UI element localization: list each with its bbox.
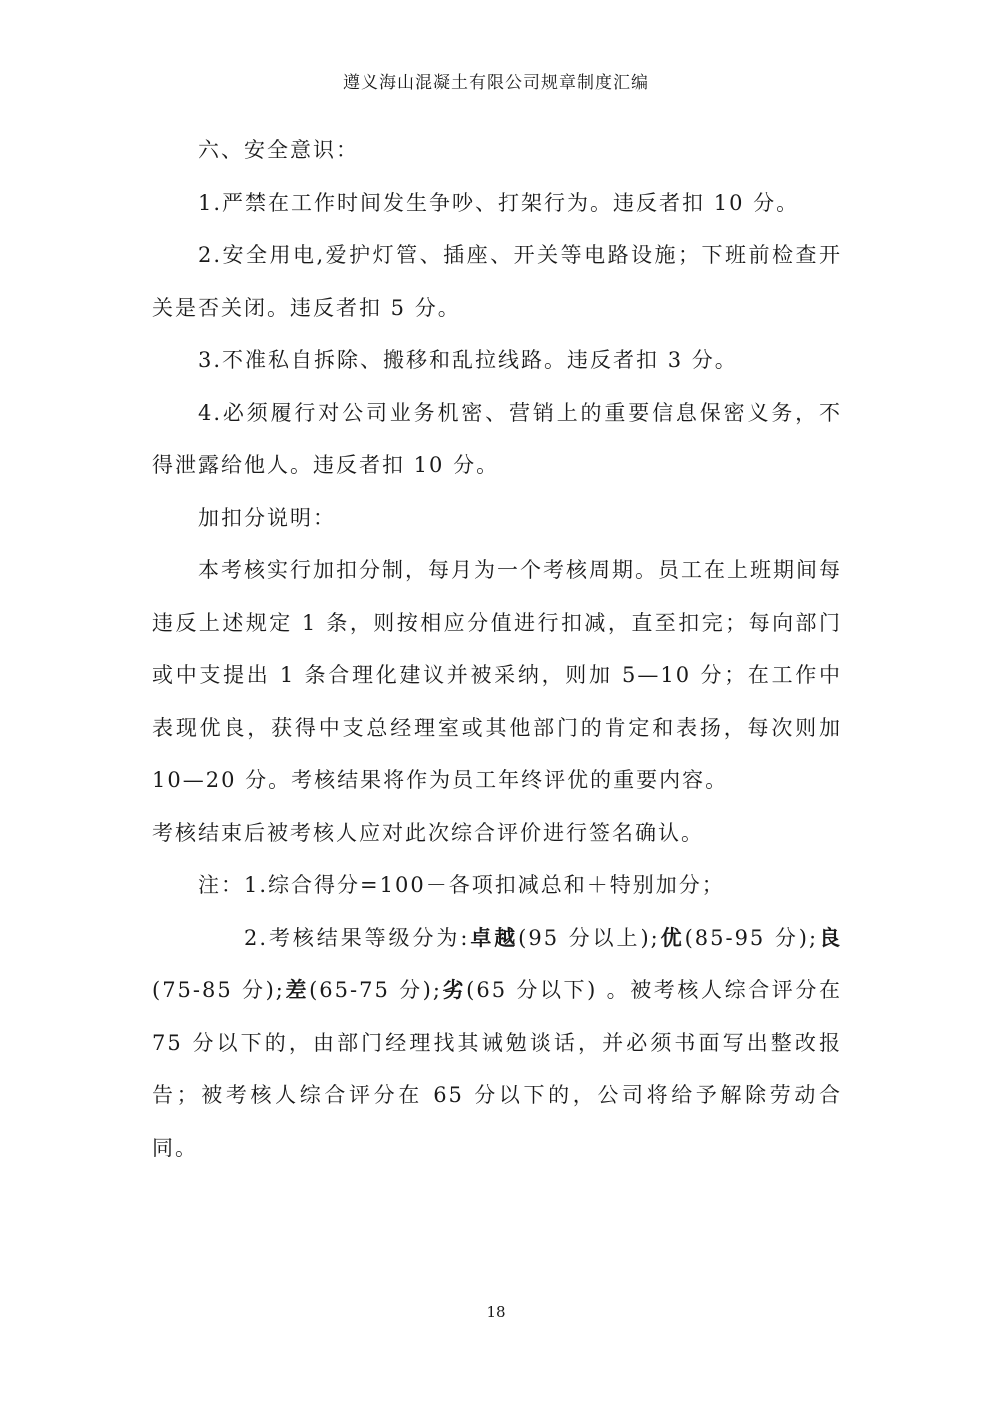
rule-item-1: 1.严禁在工作时间发生争吵、打架行为。违反者扣 10 分。	[198, 190, 800, 215]
scoring-heading: 加扣分说明：	[198, 505, 336, 530]
grade-poor-range: (65-75 分);	[309, 978, 442, 1002]
grade-good-range: (85-95 分);	[684, 925, 819, 950]
grade-excellent: 卓越	[469, 924, 519, 950]
rule-item-3: 3.不准私自拆除、搬移和乱拉线路。违反者扣 3 分。	[198, 348, 738, 372]
section-heading: 六、安全意识：	[198, 138, 359, 162]
grade-fair: 良	[818, 924, 843, 950]
page-number: 18	[486, 1303, 506, 1321]
scoring-description: 本考核实行加扣分制，每月为一个考核周期。员工在上班期间每违反上述规定 1 条，则按相应分值进行扣减，直至扣完；每向部门或中支提出 1 条合理化建议并被采纳，则加 5—10 分；在工作中表现优良，获得中支总经理室或其他部门的肯定和表扬，每次则加 10—20 分。考核结果将作为员工年终评优的重要内容。	[152, 558, 842, 792]
grade-excellent-range: (95 分以上);	[518, 925, 660, 950]
grade-good: 优	[659, 924, 685, 950]
note-1: 注：1.综合得分=100－各项扣减总和＋特别加分；	[198, 873, 725, 897]
note-2	[152, 912, 842, 1175]
document-body	[152, 124, 842, 1174]
grade-bad-range: (65 分以下)	[466, 978, 607, 1002]
note-2-suffix: 。被考核人综合评分在 75 分以下的，由部门经理找其诫勉谈话，并必须书面写出整改报告；被考核人综合评分在 65 分以下的，公司将给予解除劳动合同。	[152, 978, 842, 1160]
rule-item-4: 4.必须履行对公司业务机密、营销上的重要信息保密义务，不得泄露给他人。违反者扣 10 分。	[152, 400, 842, 477]
grade-poor: 差	[284, 977, 310, 1002]
grade-fair-range: (75-85 分);	[152, 978, 285, 1002]
grade-bad: 劣	[441, 977, 467, 1002]
confirmation-note: 考核结束后被考核人应对此次综合评价进行签名确认。	[152, 820, 704, 845]
note-2-prefix: 2.考核结果等级分为:	[244, 925, 470, 950]
rule-item-2: 2.安全用电,爱护灯管、插座、开关等电路设施；下班前检查开关是否关闭。违反者扣 5 分。	[152, 243, 842, 320]
document-header: 遵义海山混凝土有限公司规章制度汇编	[343, 73, 649, 93]
